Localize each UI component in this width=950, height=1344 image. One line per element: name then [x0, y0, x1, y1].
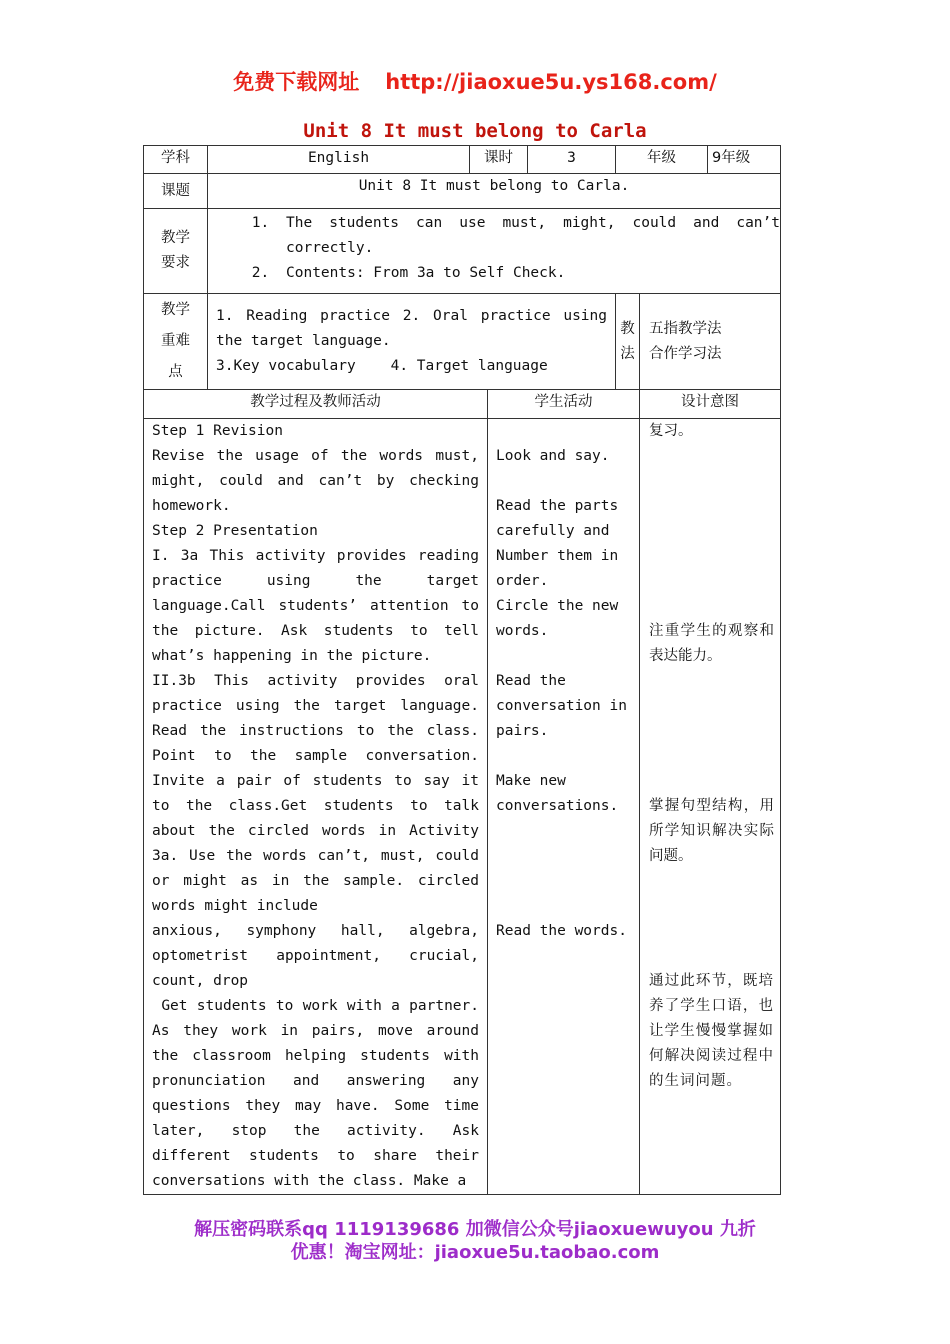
page-title: Unit 8 It must belong to Carla	[303, 120, 647, 142]
student-activity: Read the conversation in pairs.	[496, 673, 627, 739]
design-intent-cell	[640, 419, 781, 1195]
vocabulary-list: anxious, symphony hall, algebra, optometrist appointment, crucial, count, drop	[152, 923, 479, 989]
hours-label: 课时	[470, 146, 528, 174]
footer-line: 优惠！淘宝网址：jiaoxue5u.taobao.com	[290, 1242, 660, 1263]
free-download-label: 免费下载网址	[233, 70, 360, 94]
step1-text: Revise the usage of the words must, might, could and can’t by checking homework.	[152, 448, 479, 514]
design-intent: 复习。	[649, 423, 693, 439]
requirement-item: 1. The students can use must, might, could and can’t correctly.	[278, 211, 780, 261]
student-column-header: 学生活动	[488, 390, 640, 419]
design-intent: 掌握句型结构，用所学知识解决实际问题。	[649, 798, 774, 864]
step1-title: Step 1 Revision	[152, 423, 283, 439]
design-intent: 注重学生的观察和表达能力。	[649, 623, 774, 664]
hours-value: 3	[528, 146, 616, 174]
process-paragraph: Get students to work with a partner. As they work in pairs, move around the classroom helping students with pronunciation and answering any questions they may have. Some time later, stop the activity. Ask different students to share their conversations with the class. Make a	[152, 998, 488, 1189]
requirement-item: 2. Contents: From 3a to Self Check.	[278, 261, 780, 286]
key-points-label-line: 点	[168, 364, 183, 380]
student-activity: Read the parts carefully and Number them in order. Circle the new words.	[496, 498, 619, 639]
design-intent: 通过此环节，既培养了学生口语，也让学生慢慢掌握如何解决阅读过程中的生词问题。	[649, 973, 774, 1089]
requirements-label	[144, 209, 208, 294]
lesson-plan-table	[143, 145, 781, 1195]
download-banner	[0, 66, 950, 96]
topic-label: 课题	[144, 174, 208, 209]
footer-contact	[0, 1218, 950, 1264]
student-activity: Make new conversations.	[496, 773, 619, 814]
grade-value: 9年级	[708, 146, 781, 174]
process-paragraph: II.3b This activity provides oral practice using the target language. Read the instructions to the class. Point to the sample conversation. Invite a pair of students to say it to the class.Get students to talk about the circled words in Activity 3a. Use the words can’t, must, could or might as in the sample. circled words might include	[152, 673, 479, 914]
process-column-header: 教学过程及教师活动	[144, 390, 488, 419]
key-points-label-line: 重难	[161, 333, 190, 349]
student-activity: Read the words.	[496, 923, 627, 939]
student-activity-cell	[488, 419, 640, 1195]
requirements-list	[208, 211, 780, 286]
footer-line: 解压密码联系qq 1119139686 加微信公众号jiaoxuewuyou 九折	[194, 1219, 756, 1240]
method-label	[616, 294, 640, 390]
method-item: 五指教学法	[649, 320, 722, 337]
requirements-label-line: 教学	[161, 230, 190, 246]
key-points-content	[208, 294, 616, 390]
subject-label: 学科	[144, 146, 208, 174]
requirements-content	[208, 209, 781, 294]
key-points-line: 3.Key vocabulary 4. Target language	[216, 358, 548, 374]
intent-column-header: 设计意图	[640, 390, 781, 419]
key-points-label-line: 教学	[161, 302, 190, 318]
subject-value: English	[208, 146, 470, 174]
method-label-line: 教	[620, 320, 635, 337]
method-item: 合作学习法	[649, 345, 722, 362]
key-points-label	[144, 294, 208, 390]
requirements-label-line: 要求	[161, 255, 190, 271]
process-paragraph: I. 3a This activity provides reading practice using the target language.Call students’ attention to the picture. Ask students to tell what’s happening in the picture.	[152, 548, 479, 664]
topic-value: Unit 8 It must belong to Carla.	[208, 174, 781, 209]
download-url-link[interactable]: http://jiaoxue5u.ys168.com/	[385, 70, 717, 94]
grade-label: 年级	[616, 146, 708, 174]
key-points-line: 1. Reading practice 2. Oral practice using the target language.	[216, 308, 607, 349]
method-label-line: 法	[620, 345, 635, 362]
method-content	[640, 294, 781, 390]
step2-title: Step 2 Presentation	[152, 523, 318, 539]
student-activity: Look and say.	[496, 448, 610, 464]
teacher-process-cell	[144, 419, 488, 1195]
